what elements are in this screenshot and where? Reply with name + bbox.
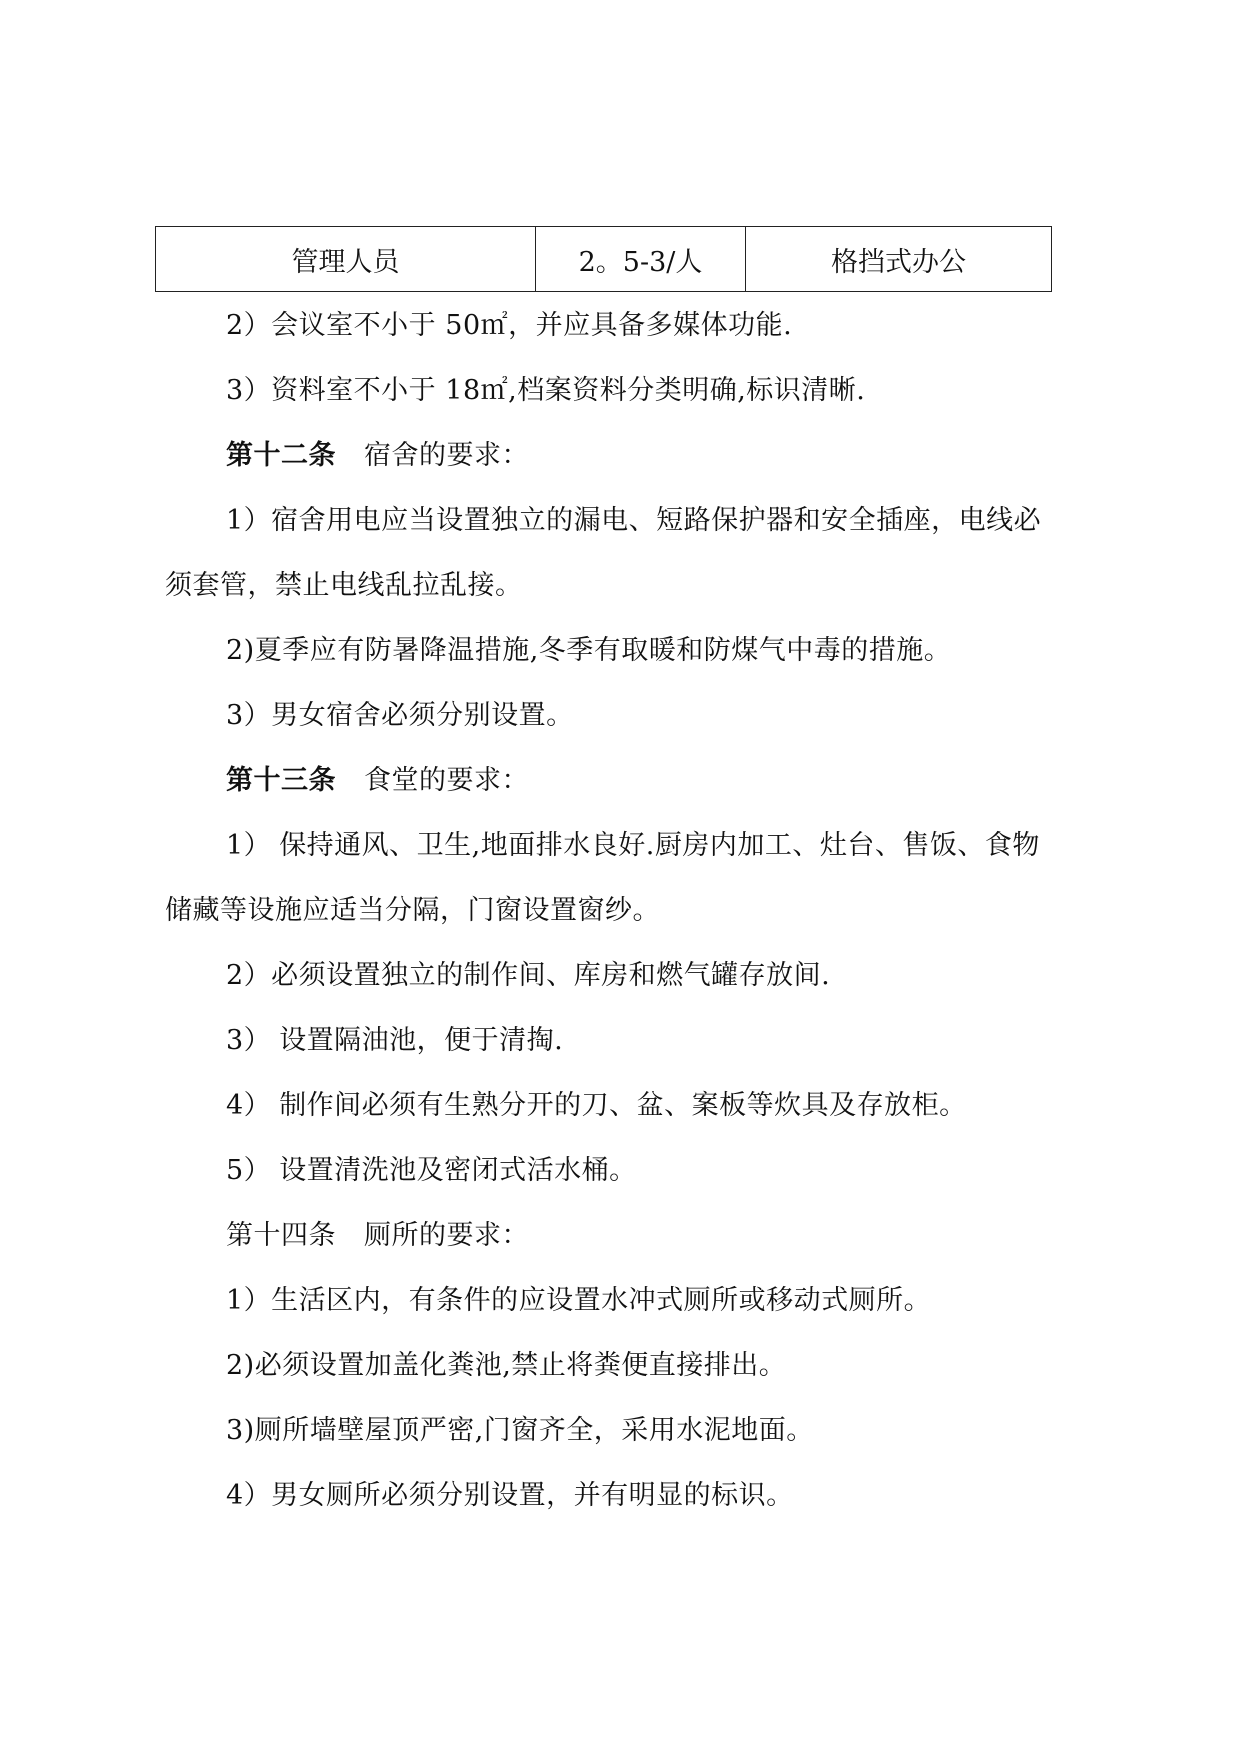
item-text: 设置清洗池及密闭式活水桶。	[279, 1155, 637, 1186]
paragraph-archive-room: 3）资料室不小于 18㎡,档案资料分类明确,标识清晰.	[226, 375, 866, 406]
paragraph-dorm-gender: 3）男女宿舍必须分别设置。	[226, 700, 574, 731]
table-row	[156, 227, 1052, 292]
item-number: 3）	[226, 1025, 272, 1056]
article-14-text: 厕所的要求：	[364, 1220, 529, 1251]
item-number: 4）	[226, 1090, 272, 1121]
paragraph-canteen-1-cont: 储藏等设施应适当分隔，门窗设置窗纱。	[165, 895, 660, 926]
article-12-heading	[226, 438, 529, 474]
item-text: 设置隔油池，便于清掏.	[279, 1025, 564, 1056]
paragraph-meeting-room: 2）会议室不小于 50㎡，并应具备多媒体功能.	[226, 310, 793, 341]
paragraph-canteen-1	[226, 828, 1040, 864]
paragraph-canteen-3	[226, 1023, 563, 1059]
table-cell-area: 2。5-3/人	[536, 227, 746, 292]
paragraph-canteen-5	[226, 1153, 637, 1189]
paragraph-canteen-2: 2）必须设置独立的制作间、库房和燃气罐存放间.	[226, 960, 831, 991]
paragraph-canteen-4	[226, 1088, 967, 1124]
article-14-title: 第十四条	[226, 1220, 336, 1251]
office-area-table	[155, 226, 1052, 292]
article-13-text: 食堂的要求：	[364, 765, 529, 796]
paragraph-dorm-season: 2)夏季应有防暑降温措施,冬季有取暖和防煤气中毒的措施。	[226, 635, 952, 666]
article-13-heading	[226, 763, 529, 799]
table-cell-layout: 格挡式办公	[746, 227, 1052, 292]
item-number: 5）	[226, 1155, 272, 1186]
paragraph-toilet-4: 4）男女厕所必须分别设置，并有明显的标识。	[226, 1480, 794, 1511]
article-12-text: 宿舍的要求：	[364, 440, 529, 471]
paragraph-toilet-1: 1）生活区内，有条件的应设置水冲式厕所或移动式厕所。	[226, 1285, 932, 1316]
item-number: 1）	[226, 830, 272, 861]
paragraph-toilet-2: 2)必须设置加盖化粪池,禁止将粪便直接排出。	[226, 1350, 787, 1381]
table-cell-staff: 管理人员	[156, 227, 536, 292]
item-text: 制作间必须有生熟分开的刀、盆、案板等炊具及存放柜。	[279, 1090, 967, 1121]
item-text: 保持通风、卫生,地面排水良好.厨房内加工、灶台、售饭、食物	[279, 830, 1040, 861]
article-14-heading	[226, 1218, 529, 1254]
paragraph-dorm-electric-2: 须套管，禁止电线乱拉乱接。	[165, 570, 523, 601]
article-13-title: 第十三条	[226, 765, 336, 796]
paragraph-dorm-electric-1: 1）宿舍用电应当设置独立的漏电、短路保护器和安全插座，电线必	[226, 505, 1042, 536]
paragraph-toilet-3: 3)厕所墙壁屋顶严密,门窗齐全，采用水泥地面。	[226, 1415, 814, 1446]
article-12-title: 第十二条	[226, 440, 336, 471]
